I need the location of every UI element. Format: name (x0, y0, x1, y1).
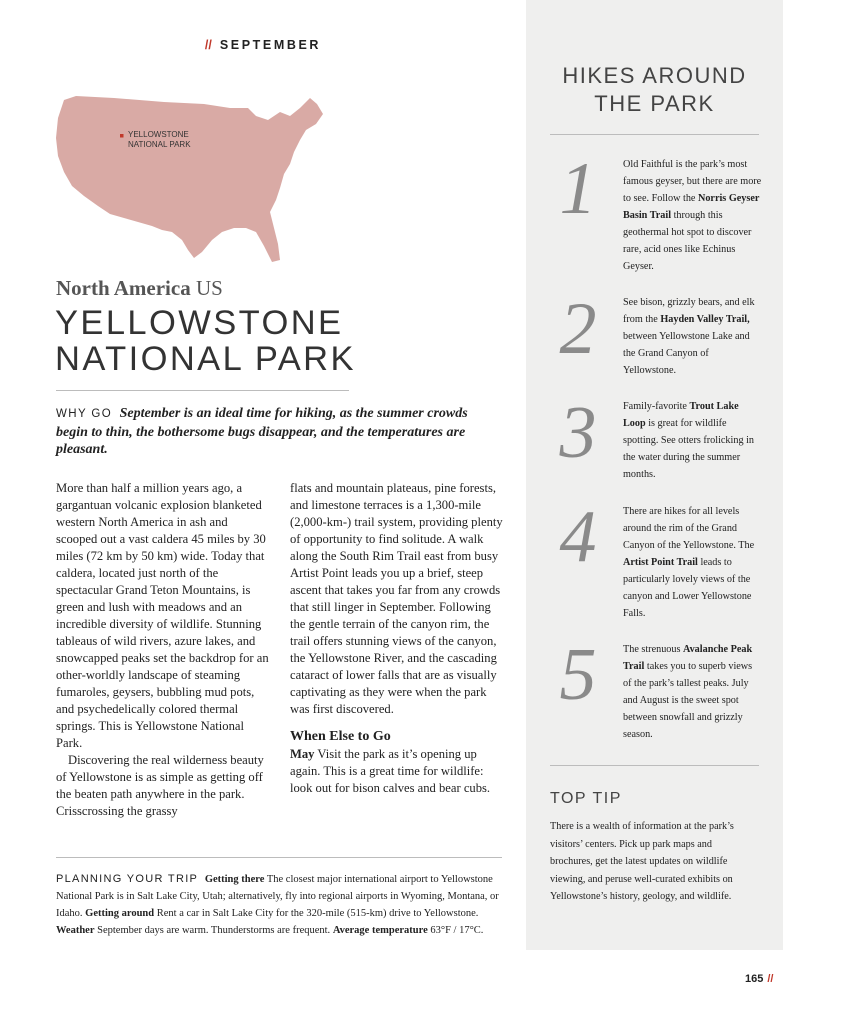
hike-3-post: is great for wildlife spotting. See otters frolicking in the water during the summer months. (623, 418, 755, 480)
page-number-value: 165 (745, 973, 764, 985)
when-else-heading: When Else to Go (290, 729, 391, 744)
hike-2-post: between Yellowstone Lake and the Grand Canyon of Yellowstone. (623, 331, 750, 376)
hike-2-trail: Hayden Valley Trail, (660, 314, 750, 325)
why-go-text: September is an ideal time for hiking, as the summer crowds begin to thin, the bothersome bugs disappear, and the temperatures are pleasant. (56, 406, 468, 457)
hike-1-trail: Norris Geyser Basin Trail (623, 193, 760, 221)
map-label-line2: NATIONAL PARK (128, 139, 191, 149)
weather-text: September days are warm. Thunderstorms are frequent. (97, 925, 331, 936)
hike-3-number: 3 (559, 392, 597, 474)
when-else-body: Visit the park as it’s opening up again. This is a great time for wildlife: look out for bison calves and bear cubs. (290, 747, 491, 795)
region-continent: North America (56, 276, 191, 300)
sidebar-title-line1: HIKES AROUND (562, 63, 747, 88)
region-heading (56, 276, 223, 301)
page-title (55, 305, 356, 377)
us-map-shape (56, 96, 323, 262)
hike-4-trail: Artist Point Trail (623, 557, 698, 568)
hike-4-text (623, 503, 763, 622)
header-slashes: // (204, 38, 212, 52)
body-paragraph-2-start: Discovering the real wilderness beauty of Yellowstone is as simple as getting off the beaten path anywhere in the park. Crisscrossing the grassy (56, 753, 264, 818)
why-go-section (56, 405, 476, 459)
hike-1-post: through this geothermal hot spot to discover rare, acid ones like Echinus Geyser. (623, 210, 752, 272)
body-paragraph-2-cont: flats and mountain plateaus, pine forests, and limestone terraces is a 1,300-mile (2,000-km-) trail system, providing plenty of opportunity to find solitude. A walk along the South Rim Trail east from busy Artist Point leads you up a brief, steep ascent that takes you far from any crowds that still linger in September. Following the gentle terrain of the canyon rim, the trail offers stunning views of the canyon, the Yellowstone River, and the cascading cataract of lower falls that are as visually captivating as they were when the park was first discovered. (290, 481, 503, 716)
hike-5-post: takes you to superb views of the park’s tallest peaks. July and August is the sweet spot between snowfall and grizzly season. (623, 661, 753, 740)
planning-divider (56, 857, 502, 858)
title-divider (56, 390, 349, 391)
us-map (54, 94, 326, 264)
planning-section (56, 871, 506, 939)
hike-4-post: leads to particularly lovely views of the canyon and Lower Yellowstone Falls. (623, 557, 752, 619)
getting-there-label: Getting there (204, 874, 265, 885)
hike-4-pre: There are hikes for all levels around the rim of the Grand Canyon of the Yellowstone. The (623, 506, 755, 551)
hike-1-pre: Old Faithful is the park’s most famous geyser, but there are more to see. Follow the (623, 159, 762, 204)
avg-temp-text: 63°F / 17°C. (430, 925, 484, 936)
hike-1-number: 1 (559, 148, 597, 230)
sidebar-title-line2: THE PARK (594, 91, 715, 116)
hike-3-text (623, 398, 763, 483)
weather-label: Weather (56, 925, 95, 936)
page-header (0, 38, 526, 52)
hike-1-text (623, 156, 763, 275)
hike-2-pre: See bison, grizzly bears, and elk from the (623, 297, 755, 325)
when-else-text (290, 746, 505, 797)
hike-3-pre: Family-favorite (623, 401, 690, 412)
title-line2: NATIONAL PARK (55, 340, 356, 378)
yellowstone-marker (120, 134, 124, 138)
body-paragraph-1: More than half a million years ago, a gargantuan volcanic explosion blanketed western North America in ash and scooped out a vast caldera 45 miles by 30 miles (72 km by 50 km) wide. Today that caldera, located just north of the spectacular Grand Teton Mountains, is green and lush with meadows and an incredible diversity of wildlife. Stunning tableaus of wild rivers, azure lakes, and snowcapped peaks set the backdrop for an other-worldly landscape of steaming fumaroles, geysers, bubbling mud pots, and psychedelically colored thermal springs. This is Yellowstone National Park. (56, 481, 269, 750)
top-tip-text: There is a wealth of information at the park’s visitors’ centers. Pick up park maps and brochures, get the latest updates on wildlife viewing, and peruse well-curated exhibits on Yellowstone’s history, geology, and wildlife. (550, 821, 734, 902)
avg-temp-label: Average temperature (332, 925, 428, 936)
page-number-slashes: // (767, 973, 774, 985)
top-tip-divider (550, 765, 759, 766)
header-month: SEPTEMBER (219, 38, 322, 52)
hike-2-number: 2 (559, 288, 597, 370)
body-column-1 (56, 480, 271, 820)
hike-5-pre: The strenuous (623, 644, 683, 655)
hike-3-trail: Trout Lake Loop (623, 401, 739, 429)
when-else-month: May (290, 747, 315, 761)
getting-around-text: Rent a car in Salt Lake City for the 320-mile (515-km) drive to Yellowstone. (156, 908, 479, 919)
region-country: US (195, 276, 223, 300)
sidebar-title (526, 62, 783, 118)
getting-around-label: Getting around (85, 908, 155, 919)
hike-5-number: 5 (559, 634, 597, 716)
map-label (128, 130, 191, 149)
top-tip-title: TOP TIP (550, 790, 622, 807)
why-go-label: WHY GO (56, 408, 113, 420)
page-number (745, 973, 773, 985)
hike-2-text (623, 294, 763, 379)
hike-5-text (623, 641, 763, 743)
map-label-line1: YELLOWSTONE (128, 130, 189, 139)
body-column-2 (290, 480, 505, 797)
getting-there-text: The closest major international airport to Yellowstone National Park is in Salt Lake City, Utah; alternatively, fly into regional airports in Wyoming, Montana, or Idaho. (56, 874, 499, 919)
planning-label: PLANNING YOUR TRIP (56, 873, 199, 885)
sidebar-title-divider (550, 134, 759, 135)
title-line1: YELLOWSTONE (55, 304, 344, 342)
hike-4-number: 4 (559, 496, 597, 578)
hike-5-trail: Avalanche Peak Trail (623, 644, 753, 672)
